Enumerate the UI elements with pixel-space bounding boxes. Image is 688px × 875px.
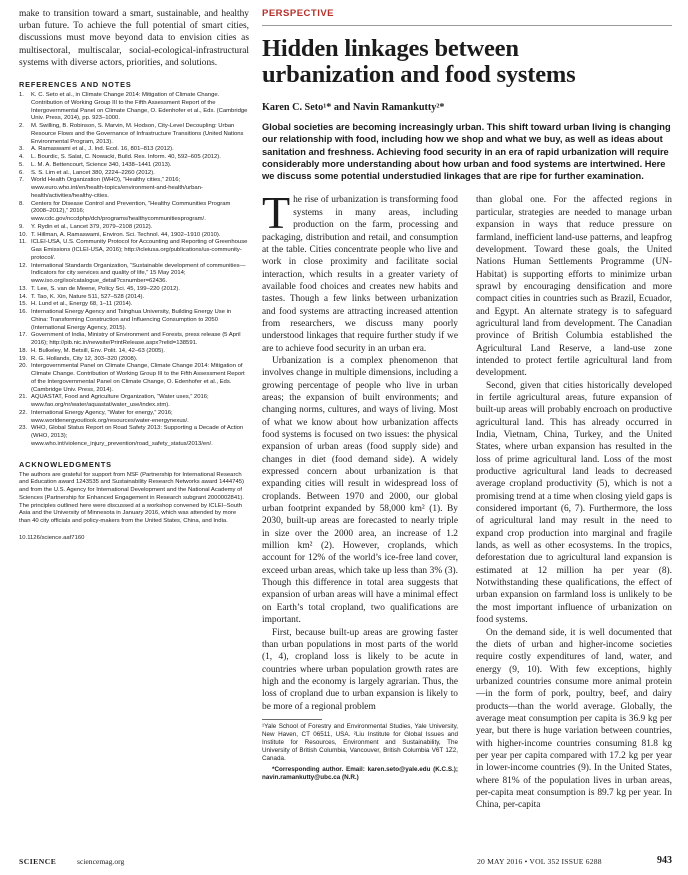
reference-text: T. Lee, S. van de Meene, Policy Sci. 45, 199–220 (2012). <box>31 285 180 292</box>
reference-item <box>19 394 249 410</box>
body-paragraph <box>262 187 458 354</box>
reference-text: L. M. A. Bettencourt, Science 340, 1438–1441 (2013). <box>31 161 172 168</box>
article-title-line1: Hidden linkages between <box>262 35 519 62</box>
body-paragraph: than global one. For the affected regions in particular, strategies are needed to manage urban expansion in ways that reduce pressure on farmland, inefficient land-use patterns, and leapfrog development. Toward these goals, the United Nations Human Settlements Programme (UN-Habitat) is supporting efforts to minimize urban sprawl by encouraging densification and more compact cities in countries such as Brazil, Ecuador, and Egypt. An alternate strategy is to safeguard agricultural land from development. The Canadian province of British Columbia established the Agricultural Land Reserve, a land-use zone intended to protect fertile agricultural land from development. <box>476 195 672 379</box>
reference-item <box>19 294 249 302</box>
reference-text: ICLEI-USA, U.S. Community Protocol for Accounting and Reporting of Greenhouse Gas Emissions (ICLEI-USA, 2016); http://icleiusa.org/publications/us-community-protocol/. <box>31 239 248 261</box>
footnote-divider <box>262 719 322 720</box>
drop-cap: T <box>262 187 291 239</box>
body-text: he rise of urbanization is transforming food systems in many areas, including production on the farm, processing and packaging, distribution and retail, and consumption at the table. Cities concentrate people who live and work in close proximity and facilitate social interaction, which results in a greater variety of available food choices and creates new habits and tastes. Though a few links between urbanization and food systems are attracting increased attention from researchers, we discuss many poorly understood linkages that require further study if we are to achieve food security in an urban era. <box>262 195 458 354</box>
reference-number: 6. <box>19 169 24 176</box>
corresponding-author-text: *Corresponding author. Email: karen.seto@yale.edu (K.C.S.); navin.ramankutty@ubc.ca (N.R.) <box>262 766 458 782</box>
reference-text: Y. Rydin et al., Lancet 379, 2079–2108 (2012). <box>31 223 153 230</box>
reference-text: International Standards Organization, “Sustainable development of communities—Indicators for city services and quality of life,” 15 May 2014; www.iso.org/iso/catalogue_detail?csnumber=62436. <box>31 262 246 285</box>
reference-item <box>19 232 249 240</box>
reference-text: H. Lund et al., Energy 68, 1–11 (2014). <box>31 301 133 308</box>
reference-number: 5. <box>19 161 24 168</box>
reference-number: 18. <box>19 347 28 354</box>
reference-number: 15. <box>19 301 28 308</box>
reference-text: Government of India, Ministry of Environment and Forests, press release (5 April 2016); http://pib.nic.in/newsite/PrintRelease.aspx?relid=138591. <box>31 332 241 347</box>
article-abstract: Global societies are becoming increasingly urban. This shift toward urban living is changing our relationship with food, including how we shop and what we buy, as well as ideas about sanitation and freshness. Achieving food security in an era of rapid urbanization will require considerably more understanding about how urban and food systems are intertwined. Here we discuss some potential understudied linkages that are ripe for further examination. <box>262 122 671 182</box>
reference-number: 8. <box>19 200 24 207</box>
reference-text: K. C. Seto et al., in Climate Change 2014: Mitigation of Climate Change. Contribution of Working Group III to the Fifth Assessment Report of the Intergovernmental Panel on Climate Change, O. Edenhofer et al., Eds. (Cambridge Univ. Press, 2014), pp. 923–1000. <box>31 92 248 122</box>
reference-item <box>19 425 249 448</box>
reference-item <box>19 410 249 426</box>
references-list <box>19 92 249 449</box>
reference-item <box>19 201 249 224</box>
reference-item <box>19 332 249 348</box>
reference-number: 3. <box>19 146 24 153</box>
reference-number: 19. <box>19 355 28 362</box>
body-paragraph: On the demand side, it is well documented that the diets of urban and higher-income societies require costly expenditures of land, water, and energy (9, 10). With few exceptions, highly urbanized countries consume more animal protein—in the form of pork, poultry, beef, and dairy products—than the world average. Globally, the average meat consumption per capita is 36.9 kg per year, but there is huge variation between countries, with higher-income countries consuming 81.8 kg per year per capita compared with 17.2 kg per year in lower-income countries (9). In the United States, where 81% of the population lives in urban areas, per-capita meat consumption is 89.7 kg per year. In China, per-capita <box>476 627 672 811</box>
reference-number: 2. <box>19 123 24 130</box>
reference-item <box>19 146 249 154</box>
reference-text: T. Tao, K. Xin, Nature 511, 527–528 (2014). <box>31 293 145 300</box>
body-paragraph: Second, given that cities historically developed in fertile agricultural areas, future expansion of built-up areas will probably encroach on productive agricultural land. This has already occurred in India, Vietnam, China, Turkey, and the United States, where urban expansion has resulted in the loss of prime agricultural land. Loss of the most productive agricultural land leads to decreased average cropland productivity (5), which is not a promising trend at a time when closing yield gaps is considered important (6, 7). Furthermore, the loss of agricultural land may result in the need to expand crop production into marginal and fragile lands, as well as other ecosystems. In the tropics, deforestation due to agricultural land expansion is estimated at 12 million ha per year (8). Notwithstanding these qualifications, the effect of urban expansion on farmland loss is unlikely to be the most important influence of urbanization on food systems. <box>476 380 672 626</box>
reference-text: H. Bulkeley, M. Betsill, Env. Polit. 14, 42–63 (2005). <box>31 347 166 354</box>
body-column-1 <box>262 187 458 782</box>
reference-text: Centers for Disease Control and Prevention, “Healthy Communities Program (2008–2012),” 2016; www.cdc.gov/nccdphp/dch/programs/healthycommunitiesprogram/. <box>31 200 231 223</box>
reference-item <box>19 162 249 170</box>
reference-number: 1. <box>19 92 24 99</box>
reference-number: 16. <box>19 309 28 316</box>
reference-number: 11. <box>19 239 27 246</box>
reference-number: 20. <box>19 363 28 370</box>
reference-item <box>19 92 249 123</box>
page-number: 943 <box>657 855 672 866</box>
previous-article-ending: make to transition toward a smart, sustainable, and healthy urban future. To achieve the full potential of smart cities, discussions must move beyond data to envision cities as multisectoral, multiscalar, social-ecological-infrastructural systems with diverse actors, priorities, and solutions. <box>19 9 249 68</box>
reference-item <box>19 309 249 332</box>
reference-text: International Energy Agency, “Water for energy,” 2016; www.worldenergyoutlook.org/resources/water-energynexus/. <box>31 409 189 424</box>
corresponding-author-footnote <box>262 766 458 782</box>
acknowledgments-heading: ACKNOWLEDGMENTS <box>19 459 112 469</box>
reference-number: 10. <box>19 231 28 238</box>
body-paragraph: First, because built-up areas are growing faster than urban populations in most parts of the world (1, 4), cropland loss is likely to be acute in countries where urban population growth rates are high and the economy is largely agrarian. Thus, the loss of cropland due to urban expansion is likely to be more of a regional problem <box>262 627 458 712</box>
reference-text: R. G. Hollands, City 12, 303–320 (2008). <box>31 355 138 362</box>
reference-text: A. Ramaswami et al., J. Ind. Ecol. 16, 801–813 (2012). <box>31 146 174 153</box>
acknowledgments-text: The authors are grateful for support from NSF (Partnership for International Research and Education award 1243535 and Sustainability Research Networks award 1444745) and from the U.S. Agency for International Development and the National Academy of Sciences (Partnership for Enhanced Engagement in Research subgrant 2000002841). The principles outlined here were discussed at a workshop convened by ICLEI–South Asia and the University of Minnesota in January 2016, which was attended by more than 40 city officials and policy-makers from the United States, China, and India. <box>19 471 244 525</box>
reference-item <box>19 348 249 356</box>
reference-number: 12. <box>19 262 28 269</box>
reference-item <box>19 263 249 286</box>
reference-text: World Health Organization (WHO), “Healthy cities,” 2016; www.euro.who.int/en/health-topics/environment-and-health/urban-health/activities/healthy-cities. <box>31 177 203 199</box>
reference-number: 22. <box>19 409 28 416</box>
body-paragraph: Urbanization is a complex phenomenon that involves change in multiple dimensions, including a growing percentage of people who live in urban areas; the expansion of built environments; and changing norms, cultures, and ways of living. Most of what we know about how urbanization affects food systems is focused on two issues: the physical expansion of urban areas (food supply side) and changes in diet (food demand side). A widely expressed concern about urbanization is that expanding cities will result in widespread loss of croplands. Between 1970 and 2000, our global urban footprint expanded by 58,000 km² (1). By 2030, built-up areas are forecasted to nearly triple in size over the 2000 area, an increase of 1.2 million km² (2). However, croplands, which account for 12% of the world’s ice-free land cover, exceed urban areas, which take up less than 3% (3). Though this difference in total area suggests that expansion of urban areas will have a minimal effect on Earth’s total cropland, two qualifications are important. <box>262 355 458 626</box>
reference-number: 17. <box>19 332 28 339</box>
doi-link[interactable]: 10.1126/science.aaf7160 <box>19 534 85 541</box>
reference-item <box>19 123 249 146</box>
reference-item <box>19 363 249 394</box>
reference-text: Intergovernmental Panel on Climate Change, Climate Change 2014: Mitigation of Climate Change. Contribution of Working Group III to the Fifth Assessment Report of the Intergovernmental Panel on Climate Change, O. Edenhofer et al., Eds. (Cambridge Univ. Press, 2014). <box>31 363 245 393</box>
left-column <box>19 8 249 541</box>
reference-number: 9. <box>19 223 24 230</box>
reference-item <box>19 239 249 262</box>
section-kicker: PERSPECTIVE <box>262 8 335 19</box>
reference-number: 23. <box>19 425 28 432</box>
reference-text: S. S. Lim et al., Lancet 380, 2224–2260 (2012). <box>31 169 155 176</box>
journal-website[interactable]: sciencemag.org <box>77 857 125 866</box>
article-title-line2: urbanization and food systems <box>262 60 576 88</box>
reference-item <box>19 356 249 364</box>
journal-name: SCIENCE <box>19 857 57 866</box>
reference-text: AQUASTAT, Food and Agriculture Organization, “Water uses,” 2016; www.fao.org/nr/water/aquastat/water_use/index.stm). <box>31 394 209 409</box>
kicker-divider <box>262 25 672 26</box>
body-columns <box>262 187 672 824</box>
body-column-2 <box>476 194 672 811</box>
references-heading: REFERENCES AND NOTES <box>19 80 132 90</box>
article-title <box>262 36 672 87</box>
reference-item <box>19 286 249 294</box>
reference-item <box>19 170 249 178</box>
reference-number: 4. <box>19 154 24 161</box>
page-footer <box>19 857 672 869</box>
reference-text: L. Bourdic, S. Salat, C. Nowacki, Build. Res. Inform. 40, 592–605 (2012). <box>31 154 221 161</box>
article-authors: Karen C. Seto¹* and Navin Ramankutty²* <box>262 102 445 113</box>
reference-number: 7. <box>19 177 24 184</box>
reference-text: International Energy Agency and Tsinghua University, Building Energy Use in China: Transforming Construction and Influencing Consumption to 2050 (International Energy Agency, 2015). <box>31 309 232 331</box>
reference-number: 21. <box>19 394 28 401</box>
reference-text: M. Swilling, B. Robinson, S. Marvin, M. Hodson, City-Level Decoupling: Urban Resource Flows and the Governance of Infrastructure Transitions (United Nations Environmental Program, 2013). <box>31 123 244 145</box>
affiliation-footnote: ¹Yale School of Forestry and Environmental Studies, Yale University, New Haven, CT 06511, USA. ²Liu Institute for Global Issues and Institute for Resources, Environment and Sustainability, The University of British Columbia, Vancouver, British Columbia V6T 1Z2, Canada. <box>262 722 458 763</box>
reference-number: 13. <box>19 285 28 292</box>
reference-number: 14. <box>19 293 28 300</box>
reference-text: WHO, Global Status Report on Road Safety 2013: Supporting a Decade of Action (WHO, 2013); www.who.int/violence_injury_prevention/road_safety_status/2013/en/. <box>31 425 244 447</box>
reference-item <box>19 301 249 309</box>
reference-item <box>19 177 249 200</box>
reference-item <box>19 224 249 232</box>
issue-info: 20 MAY 2016 • VOL 352 ISSUE 6288 <box>477 857 602 866</box>
article <box>262 8 672 824</box>
reference-item <box>19 154 249 162</box>
reference-text: T. Hillman, A. Ramaswami, Environ. Sci. Technol. 44, 1902–1910 (2010). <box>31 231 221 238</box>
